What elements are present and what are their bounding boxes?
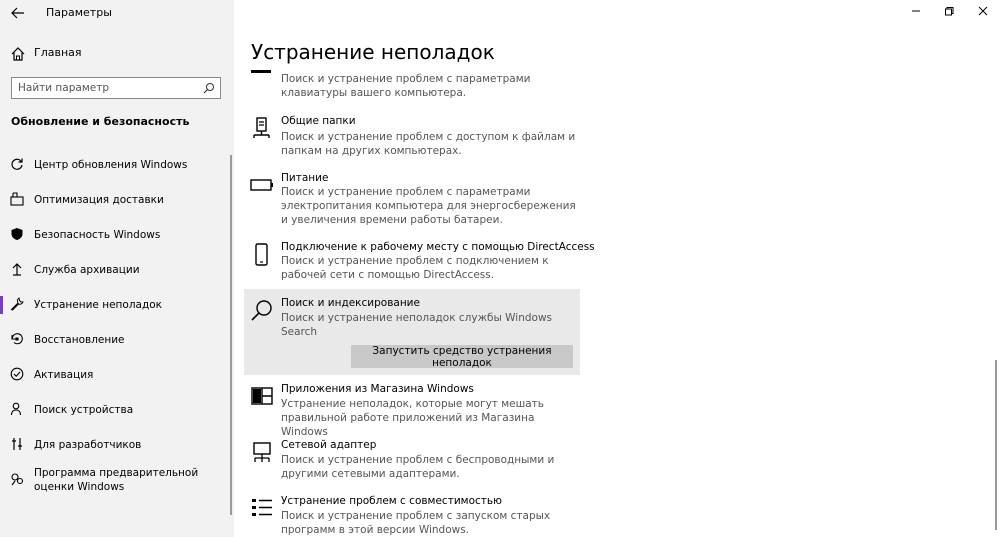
item-name: Приложения из Магазина Windows	[281, 383, 474, 395]
search-icon[interactable]	[203, 82, 215, 94]
troubleshooter-store-apps[interactable]	[250, 383, 580, 438]
sidebar-item-label: Программа предварительной оценки Windows	[34, 467, 199, 493]
keyboard-icon	[250, 68, 274, 76]
item-description: Поиск и устранение проблем с запуском старых программ в этой версии Windows.	[281, 510, 551, 536]
sidebar-item-label: Безопасность Windows	[34, 229, 161, 241]
delivery-icon	[10, 192, 24, 206]
home-icon	[10, 46, 26, 62]
close-icon	[976, 4, 990, 18]
item-name: Питание	[281, 172, 329, 184]
sidebar-item-delivery-optimization[interactable]	[0, 185, 230, 215]
minimize-icon	[909, 4, 923, 18]
section-title: Обновление и безопасность	[11, 115, 190, 128]
phone-icon	[250, 243, 274, 267]
sidebar-item-label: Устранение неполадок	[34, 299, 162, 311]
search-box[interactable]	[11, 77, 221, 99]
recovery-icon	[10, 332, 24, 346]
insider-icon	[10, 472, 24, 486]
compatibility-icon	[250, 497, 274, 521]
sidebar-scrollbar[interactable]	[230, 155, 232, 515]
sidebar-item-windows-update[interactable]	[0, 150, 230, 180]
refresh-icon	[10, 157, 24, 171]
item-name: Общие папки	[281, 115, 356, 127]
restore-icon	[942, 4, 956, 18]
sidebar-item-label: Служба архивации	[34, 264, 140, 276]
sidebar-item-recovery[interactable]	[0, 325, 230, 355]
search-icon	[250, 299, 274, 323]
troubleshooter-directaccess[interactable]	[250, 241, 595, 286]
sidebar-item-label: Поиск устройства	[34, 404, 134, 416]
person-location-icon	[10, 402, 24, 416]
troubleshooter-power[interactable]	[250, 172, 580, 230]
check-circle-icon	[10, 367, 24, 381]
battery-icon	[250, 174, 274, 198]
sidebar-item-label: Восстановление	[34, 334, 125, 346]
developer-icon	[10, 437, 24, 451]
page-title: Устранение неполадок	[251, 40, 495, 64]
search-input[interactable]	[18, 80, 198, 96]
troubleshooter-network-adapter[interactable]	[250, 439, 580, 484]
sidebar-item-find-device[interactable]	[0, 395, 230, 425]
troubleshooter-search-indexing[interactable]	[250, 297, 580, 338]
sidebar-item-windows-security[interactable]	[0, 220, 230, 250]
item-name: Сетевой адаптер	[281, 439, 377, 451]
home-label: Главная	[34, 46, 82, 59]
item-description: Поиск и устранение проблем с доступом к файлам и папкам на других компьютерах.	[281, 131, 576, 157]
sidebar-item-developers[interactable]	[0, 430, 230, 460]
sidebar-item-backup[interactable]	[0, 255, 230, 285]
sidebar-item-label: Активация	[34, 369, 94, 381]
item-description: Поиск и устранение проблем с подключением к рабочей сети с помощью DirectAccess.	[281, 255, 549, 281]
sidebar-item-troubleshoot[interactable]	[0, 290, 230, 320]
item-name: Подключение к рабочему месту с помощью DirectAccess	[281, 241, 595, 253]
item-description: Устранение неполадок, которые могут мешать правильной работе приложений из Магазина Windows	[281, 398, 544, 438]
back-button[interactable]	[0, 0, 36, 26]
sidebar-item-label: Оптимизация доставки	[34, 194, 164, 206]
item-description: Поиск и устранение проблем с беспроводными и другими сетевыми адаптерами.	[281, 454, 555, 480]
sidebar-item-activation[interactable]	[0, 360, 230, 390]
shield-icon	[10, 227, 24, 241]
back-arrow-icon	[11, 7, 25, 19]
troubleshooter-keyboard[interactable]	[250, 64, 580, 104]
backup-icon	[10, 262, 24, 276]
network-adapter-icon	[250, 441, 274, 465]
sidebar-item-insider[interactable]	[0, 464, 230, 504]
item-description: Поиск и устранение неполадок службы Windows Search	[281, 312, 553, 338]
sidebar	[0, 0, 234, 537]
run-troubleshooter-button[interactable]: Запустить средство устранения неполадок	[351, 345, 573, 368]
main-scrollbar[interactable]	[995, 360, 997, 530]
shared-folders-icon	[250, 117, 274, 141]
troubleshooter-compatibility[interactable]	[250, 495, 580, 537]
item-name: Устранение проблем с совместимостью	[281, 495, 502, 507]
troubleshooter-shared-folders[interactable]	[250, 115, 580, 160]
restore-button[interactable]	[942, 4, 956, 18]
item-description: Поиск и устранение проблем с параметрами электропитания компьютера для энергосбережения и увеличения времени работы батареи.	[281, 186, 576, 226]
sidebar-item-label: Для разработчиков	[34, 439, 142, 451]
sidebar-home[interactable]	[0, 40, 234, 66]
app-title: Параметры	[46, 6, 112, 19]
store-apps-icon	[250, 385, 274, 409]
close-button[interactable]	[976, 4, 990, 18]
item-name: Поиск и индексирование	[281, 297, 420, 309]
minimize-button[interactable]	[909, 4, 923, 18]
wrench-icon	[10, 297, 24, 311]
item-description: Поиск и устранение проблем с параметрами клавиатуры вашего компьютера.	[281, 73, 531, 99]
sidebar-item-label: Центр обновления Windows	[34, 159, 188, 171]
